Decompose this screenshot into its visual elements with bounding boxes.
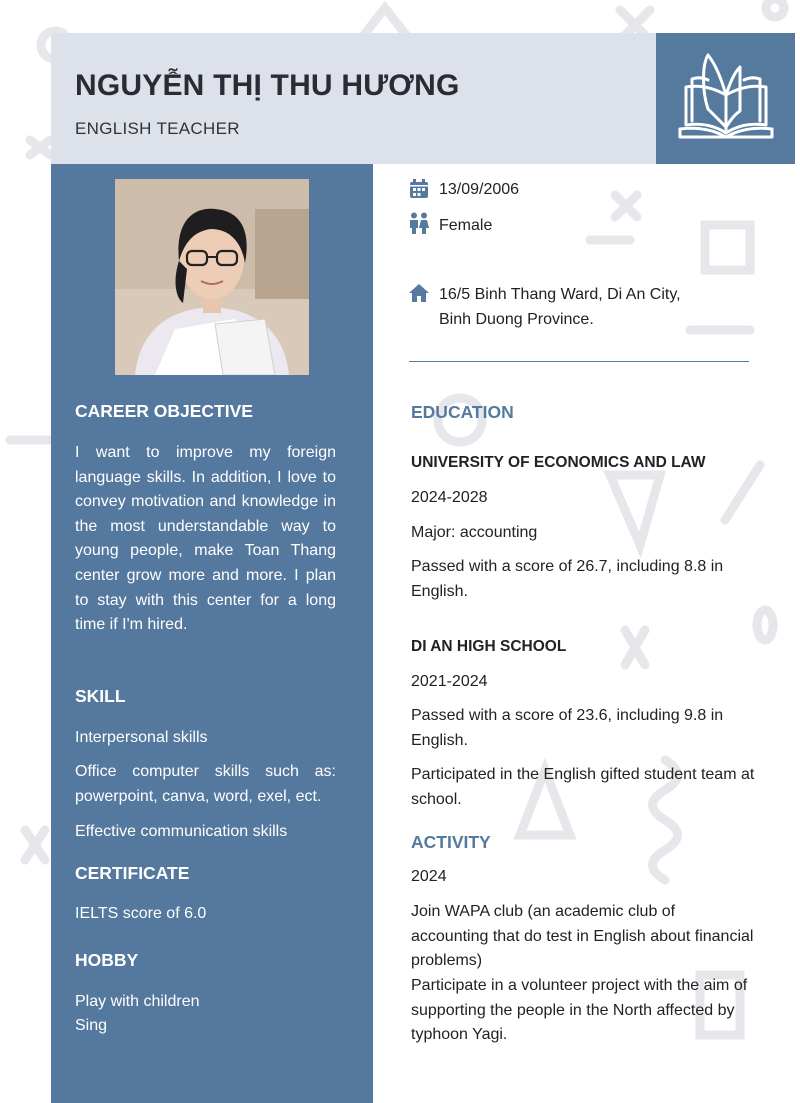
career-objective-text: I want to improve my foreign language skills. In addition, I love to convey motivation and knowledge in the most understandable way to young people, make Toan Thang center grow more and more. I plan to stay with this center for a long time if I'm hired. bbox=[75, 444, 336, 634]
profile-photo bbox=[115, 179, 309, 375]
skill-heading: SKILL bbox=[75, 686, 126, 706]
education-detail: Passed with a score of 26.7, including 8.8 in English. bbox=[411, 558, 724, 600]
logo-box bbox=[656, 33, 795, 164]
school-years: 2021-2024 bbox=[411, 673, 488, 690]
education-detail: Major: accounting bbox=[411, 524, 538, 541]
education-detail: Participated in the English gifted student team at school. bbox=[411, 766, 755, 808]
skill-item: Interpersonal skills bbox=[75, 729, 208, 746]
birth-date: 13/09/2006 bbox=[439, 181, 520, 198]
school-years: 2024-2028 bbox=[411, 489, 488, 506]
activity-heading: ACTIVITY bbox=[411, 832, 491, 852]
hobby-item: Sing bbox=[75, 1017, 108, 1034]
school-name: DI AN HIGH SCHOOL bbox=[411, 638, 567, 655]
divider bbox=[409, 361, 749, 362]
skill-item: Office computer skills such as: powerpoint, canva, word, exel, ect. bbox=[75, 763, 336, 805]
address-line: Binh Duong Province. bbox=[439, 311, 594, 328]
education-heading: EDUCATION bbox=[411, 402, 514, 422]
activity-year: 2024 bbox=[411, 868, 447, 885]
education-detail: Passed with a score of 23.6, including 9.8 in English. bbox=[411, 707, 724, 749]
skill-item: Effective communication skills bbox=[75, 823, 288, 840]
hobby-heading: HOBBY bbox=[75, 950, 139, 970]
address-line: 16/5 Binh Thang Ward, Di An City, bbox=[439, 286, 681, 303]
activity-item: Participate in a volunteer project with the aim of supporting the people in the North affected by typhoon Yagi. bbox=[411, 977, 748, 1044]
people-icon bbox=[409, 212, 429, 234]
sidebar bbox=[51, 164, 373, 1103]
career-objective-heading: CAREER OBJECTIVE bbox=[75, 401, 253, 421]
resume-header bbox=[51, 33, 656, 164]
school-name: UNIVERSITY OF ECONOMICS AND LAW bbox=[411, 454, 706, 471]
open-book-icon bbox=[678, 51, 774, 143]
activity-item: Join WAPA club (an academic club of accounting that do test in English about financial problems) bbox=[411, 903, 754, 970]
hobby-item: Play with children bbox=[75, 993, 200, 1010]
home-icon bbox=[409, 284, 429, 302]
certificate-item: IELTS score of 6.0 bbox=[75, 905, 207, 922]
candidate-name: NGUYỄN THỊ THU HƯƠNG bbox=[75, 69, 460, 102]
gender: Female bbox=[439, 217, 493, 234]
job-title: ENGLISH TEACHER bbox=[75, 119, 240, 138]
certificate-heading: CERTIFICATE bbox=[75, 863, 190, 883]
calendar-icon bbox=[409, 179, 429, 199]
